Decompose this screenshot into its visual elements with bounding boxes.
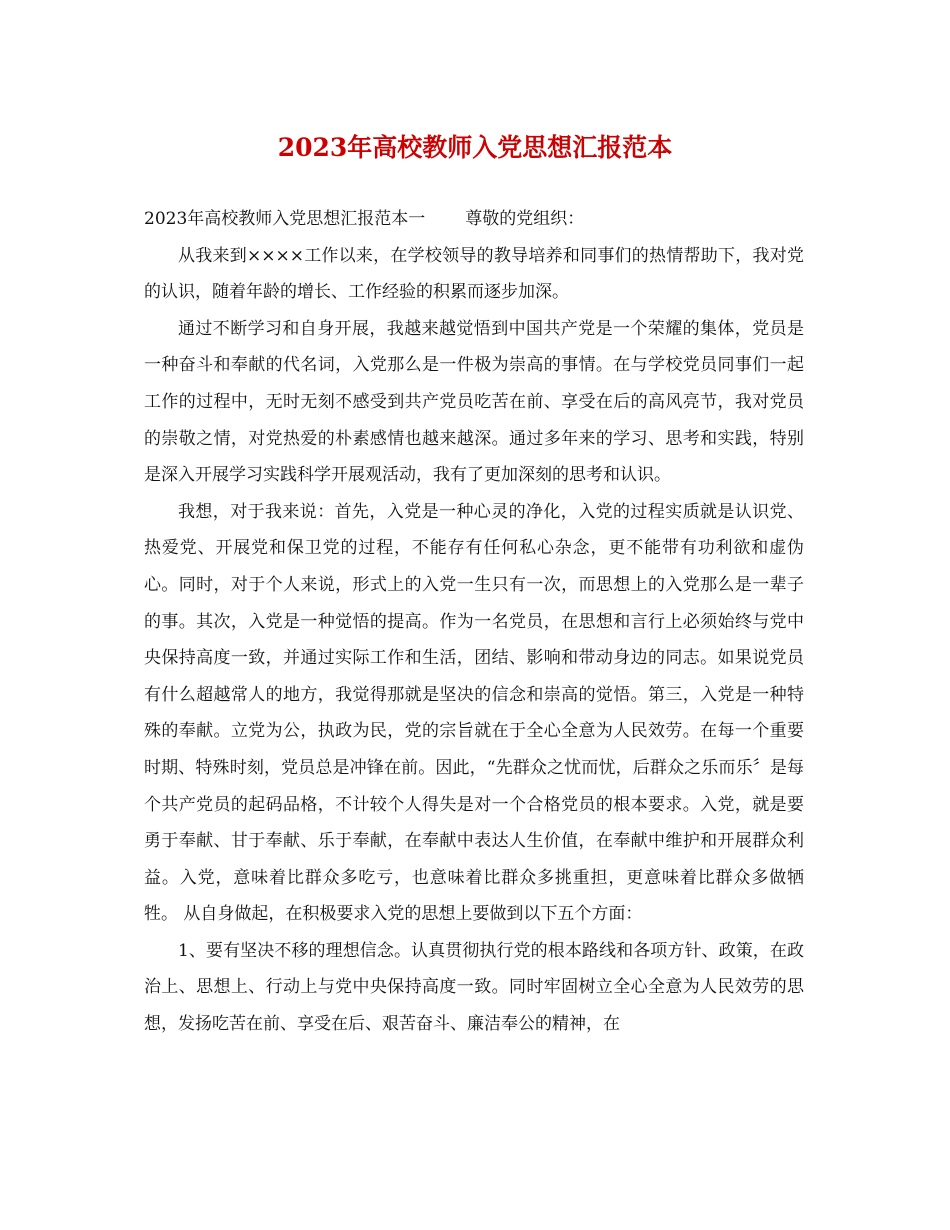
document-body xyxy=(144,201,804,1043)
intro-heading: 2023年高校教师入党思想汇报范本一 xyxy=(144,209,426,229)
document-title: 2023年高校教师入党思想汇报范本 xyxy=(277,133,673,162)
salutation: 尊敬的党组织： xyxy=(465,209,585,229)
paragraph: 1、要有坚决不移的理想信念。认真贯彻执行党的根本路线和各项方针、政策，在政治上、思想上、行动上与党中央保持高度一致。同时牢固树立全心全意为人民效劳的思想，发扬吃苦在前、享受在后、艰苦奋斗、廉洁奉公的精神，在 xyxy=(144,940,804,1035)
intro-line xyxy=(144,201,804,238)
paragraph: 我想，对于我来说：首先，入党是一种心灵的净化，入党的过程实质就是认识党、热爱党、开展党和保卫党的过程，不能存有任何私心杂念，更不能带有功利欲和虚伪心。同时，对于个人来说，形式上的入党一生只有一次，而思想上的入党那么是一辈子的事。其次，入党是一种觉悟的提高。作为一名党员，在思想和言行上必须始终与党中央保持高度一致，并通过实际工作和生活，团结、影响和带动身边的同志。如果说党员有什么超越常人的地方，我觉得那就是坚决的信念和崇高的觉悟。第三，入党是一种特殊的奉献。立党为公，执政为民，党的宗旨就在于全心全意为人民效劳。在每一个重要时期、特殊时刻，党员总是冲锋在前。因此，“先群众之忧而忧，后群众之乐而乐〞是每个共产党员的起码品格，不计较个人得失是对一个合格党员的根本要求。入党，就是要勇于奉献、甘于奉献、乐于奉献，在奉献中表达人生价值，在奉献中维护和开展群众利益。入党，意味着比群众多吃亏，也意味着比群众多挑重担，更意味着比群众多做牺牲。 从自身做起，在积极要求入党的思想上要做到以下五个方面： xyxy=(144,501,804,925)
paragraph: 从我来到××××工作以来，在学校领导的教导培养和同事们的热情帮助下，我对党的认识，随着年龄的增长、工作经验的积累而逐步加深。 xyxy=(144,245,804,303)
paragraph: 通过不断学习和自身开展，我越来越觉悟到中国共产党是一个荣耀的集体，党员是一种奋斗和奉献的代名词，入党那么是一件极为崇高的事情。在与学校党员同事们一起工作的过程中，无时无刻不感受到共产党员吃苦在前、享受在后的高风亮节，我对党员的崇敬之情，对党热爱的朴素感情也越来越深。通过多年来的学习、思考和实践，特别是深入开展学习实践科学开展观活动，我有了更加深刻的思考和认识。 xyxy=(144,318,804,486)
